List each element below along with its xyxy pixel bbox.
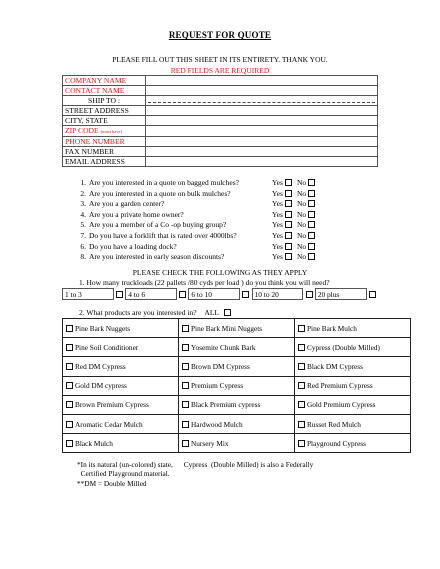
no-label: No — [297, 220, 307, 230]
product-label: Premium Cypress — [191, 381, 244, 391]
question-text: Do you have a loading dock? — [89, 241, 177, 251]
product-cell — [63, 319, 179, 338]
question-text: Do you have a forklift that is rated over 4000lbs? — [89, 230, 237, 240]
form-row — [63, 106, 378, 116]
yes-option — [272, 178, 292, 188]
form-row — [63, 86, 378, 96]
truckload-checkbox[interactable] — [369, 291, 376, 298]
truckload-option-label: 1 to 3 — [63, 289, 114, 300]
truckload-option-label: 20 plus — [315, 289, 366, 300]
product-checkbox[interactable] — [298, 401, 305, 408]
product-cell — [179, 357, 295, 376]
no-checkbox[interactable] — [308, 179, 315, 186]
product-checkbox[interactable] — [298, 421, 305, 428]
yes-checkbox[interactable] — [285, 221, 292, 228]
yes-option — [272, 220, 292, 230]
product-checkbox[interactable] — [182, 344, 189, 351]
all-checkbox[interactable] — [224, 309, 231, 316]
product-checkbox[interactable] — [298, 363, 305, 370]
products-question — [79, 308, 231, 317]
truckloads-question: 1. How many truckloads (22 pallets /80 cyds per load ) do you think you will need? — [79, 278, 330, 287]
question-number: 2. — [80, 188, 86, 198]
field-label-fax: FAX NUMBER — [63, 147, 146, 157]
product-cell — [179, 319, 295, 338]
product-checkbox[interactable] — [298, 440, 305, 447]
table-row — [63, 414, 411, 433]
no-checkbox[interactable] — [308, 211, 315, 218]
product-checkbox[interactable] — [66, 440, 73, 447]
city-state-input[interactable] — [146, 116, 378, 126]
yes-option — [272, 189, 292, 199]
table-row — [63, 395, 411, 414]
product-checkbox[interactable] — [298, 382, 305, 389]
product-checkbox[interactable] — [182, 325, 189, 332]
product-label: Pine Bark Mulch — [307, 323, 357, 333]
product-label: Russet Red Mulch — [307, 419, 361, 429]
section-heading: PLEASE CHECK THE FOLLOWING AS THEY APPLY — [132, 268, 308, 277]
product-cell — [63, 357, 179, 376]
all-label: ALL — [204, 308, 219, 317]
field-label-street: STREET ADDRESS — [63, 106, 146, 116]
product-checkbox[interactable] — [182, 440, 189, 447]
product-checkbox[interactable] — [66, 344, 73, 351]
product-label: Brown DM Cypress — [191, 361, 250, 371]
table-row — [63, 434, 411, 453]
product-cell — [179, 338, 295, 357]
product-label: Gold Premium Cypress — [307, 400, 376, 410]
question-text: Are you interested in a quote on bagged mulches? — [89, 178, 239, 187]
no-label: No — [297, 209, 307, 219]
footnotes — [77, 460, 313, 488]
truckload-checkbox-cell — [366, 289, 378, 300]
contact-form — [62, 75, 378, 167]
yes-option — [272, 252, 292, 262]
form-row — [63, 137, 378, 147]
product-cell — [63, 414, 179, 433]
fax-number-input[interactable] — [146, 147, 378, 157]
truckload-checkbox-cell — [240, 289, 252, 300]
product-label: Gold DM cypress — [75, 381, 127, 391]
no-label: No — [297, 199, 307, 209]
no-label: No — [297, 230, 307, 240]
no-option — [297, 189, 315, 199]
street-address-input[interactable] — [146, 106, 378, 116]
form-row — [63, 116, 378, 126]
product-cell — [63, 434, 179, 453]
field-label-email: EMAIL ADDRESS — [63, 157, 146, 167]
yes-checkbox[interactable] — [285, 232, 292, 239]
product-checkbox[interactable] — [182, 401, 189, 408]
question-number: 3. — [80, 199, 86, 209]
product-label: Black Premium cypress — [191, 400, 261, 410]
form-row — [63, 76, 378, 86]
product-cell — [295, 319, 411, 338]
product-checkbox[interactable] — [182, 421, 189, 428]
no-checkbox[interactable] — [308, 243, 315, 250]
question-number: 6. — [80, 241, 86, 251]
product-cell — [179, 395, 295, 414]
footnote-line: Certified Playground material. — [77, 469, 170, 479]
product-cell — [63, 395, 179, 414]
truckload-checkbox-cell — [113, 289, 125, 300]
yes-label: Yes — [272, 241, 283, 251]
product-label: Playground Cypress — [307, 438, 366, 448]
zip-sub-label: (must have) — [100, 129, 122, 134]
product-label: Black DM Cypress — [307, 361, 363, 371]
footnote-line: *In its natural (un-colored) state, Cypress (Double Milled) is also a Federally — [77, 460, 314, 469]
field-label-ship-to: SHIP TO : — [63, 96, 146, 106]
yes-label: Yes — [272, 230, 283, 240]
yes-checkbox[interactable] — [285, 200, 292, 207]
no-label: No — [297, 241, 307, 251]
no-option — [297, 199, 315, 209]
no-label: No — [297, 188, 307, 198]
question-text: Are you a private home owner? — [89, 209, 184, 219]
product-checkbox[interactable] — [66, 325, 73, 332]
product-label: Nursery Mix — [191, 438, 229, 448]
table-row — [63, 319, 411, 338]
truckload-checkbox[interactable] — [179, 291, 186, 298]
page-title: REQUEST FOR QUOTE — [168, 30, 272, 40]
no-checkbox[interactable] — [308, 190, 315, 197]
no-label: No — [297, 178, 307, 187]
product-cell — [179, 376, 295, 395]
products-question-text: 2. What products are you interested in? — [79, 308, 197, 317]
truckload-checkbox[interactable] — [116, 291, 123, 298]
product-cell — [295, 357, 411, 376]
no-checkbox[interactable] — [308, 221, 315, 228]
yes-option — [272, 199, 292, 209]
product-cell — [63, 338, 179, 357]
product-cell — [295, 395, 411, 414]
truckload-checkbox-cell — [303, 289, 315, 300]
form-row — [63, 126, 378, 137]
phone-number-input[interactable] — [146, 137, 378, 147]
yes-checkbox[interactable] — [285, 243, 292, 250]
question-number: 1. — [80, 178, 86, 187]
question-number: 5. — [80, 220, 86, 230]
yes-label: Yes — [272, 252, 283, 262]
product-checkbox[interactable] — [298, 344, 305, 351]
ship-to-input[interactable] — [146, 96, 378, 106]
product-label: Brown Premium Cypress — [75, 400, 149, 410]
products-table — [62, 318, 411, 453]
product-label: Yosemite Chunk Bark — [191, 342, 256, 352]
footnote-line: **DM = Double Milled — [77, 478, 147, 488]
contact-name-input[interactable] — [146, 86, 378, 96]
table-row — [63, 357, 411, 376]
field-label-city: CITY, STATE — [63, 116, 146, 126]
yes-label: Yes — [272, 220, 283, 230]
product-checkbox[interactable] — [182, 363, 189, 370]
form-row — [63, 96, 378, 106]
question-text: Are you a garden center? — [89, 199, 165, 209]
question-number: 7. — [80, 230, 86, 240]
no-option — [297, 252, 315, 262]
product-label: Pine Bark Nuggets — [75, 323, 131, 333]
product-cell — [295, 376, 411, 395]
yes-option — [272, 231, 292, 241]
no-checkbox[interactable] — [308, 253, 315, 260]
product-checkbox[interactable] — [66, 421, 73, 428]
product-cell — [179, 434, 295, 453]
no-option — [297, 220, 315, 230]
yes-label: Yes — [272, 199, 283, 209]
company-name-input[interactable] — [146, 76, 378, 86]
yes-checkbox[interactable] — [285, 253, 292, 260]
truckloads-options — [62, 288, 378, 300]
product-label: Black Mulch — [75, 438, 113, 448]
truckload-checkbox[interactable] — [306, 291, 313, 298]
no-label: No — [297, 252, 307, 262]
instructions: PLEASE FILL OUT THIS SHEET IN ITS ENTIRETY. THANK YOU. — [112, 55, 328, 64]
question-number: 4. — [80, 209, 86, 219]
product-label: Aromatic Cedar Mulch — [75, 419, 143, 429]
yes-checkbox[interactable] — [285, 190, 292, 197]
product-cell — [295, 414, 411, 433]
truckload-checkbox-cell — [176, 289, 188, 300]
yes-checkbox[interactable] — [285, 211, 292, 218]
product-checkbox[interactable] — [66, 382, 73, 389]
no-option — [297, 178, 315, 188]
field-label-phone: PHONE NUMBER — [63, 137, 146, 147]
product-label: Red DM Cypress — [75, 361, 126, 371]
yes-option — [272, 210, 292, 220]
product-checkbox[interactable] — [66, 363, 73, 370]
no-option — [297, 210, 315, 220]
yes-checkbox[interactable] — [285, 179, 292, 186]
product-cell — [295, 338, 411, 357]
product-cell — [179, 414, 295, 433]
truckload-option-label: 10 to 20 — [252, 289, 303, 300]
dashed-line — [148, 102, 375, 103]
question-text: Are you a member of a Co -op buying group? — [89, 220, 227, 230]
product-label: Hardwood Mulch — [191, 419, 243, 429]
product-checkbox[interactable] — [66, 401, 73, 408]
no-checkbox[interactable] — [308, 232, 315, 239]
field-label-company: COMPANY NAME — [63, 76, 146, 86]
yes-option — [272, 242, 292, 252]
table-row — [63, 338, 411, 357]
form-row — [63, 157, 378, 167]
product-checkbox[interactable] — [298, 325, 305, 332]
no-option — [297, 242, 315, 252]
product-label: Pine Soil Conditioner — [75, 342, 139, 352]
field-label-zip — [63, 126, 146, 137]
truckload-option-label: 4 to 6 — [126, 289, 177, 300]
no-checkbox[interactable] — [308, 200, 315, 207]
zip-label: ZIP CODE — [65, 126, 99, 135]
product-label: Cypress (Double Milled) — [307, 342, 380, 352]
truckload-checkbox[interactable] — [242, 291, 249, 298]
product-label: Red Premium Cypress — [307, 381, 373, 391]
table-row — [63, 376, 411, 395]
email-address-input[interactable] — [146, 157, 378, 167]
product-cell — [63, 376, 179, 395]
yes-label: Yes — [272, 188, 283, 198]
truckload-option-label: 6 to 10 — [189, 289, 240, 300]
product-label: Pine Bark Mini Nuggets — [191, 323, 263, 333]
yes-label: Yes — [272, 178, 283, 187]
question-number: 8. — [80, 252, 86, 262]
question-text: Are you interested in early season discounts? — [89, 252, 225, 262]
question-text: Are you interested in a quote on bulk mulches? — [89, 188, 231, 198]
product-checkbox[interactable] — [182, 382, 189, 389]
no-option — [297, 231, 315, 241]
yes-label: Yes — [272, 209, 283, 219]
zip-code-input[interactable] — [146, 126, 378, 137]
product-cell — [295, 434, 411, 453]
form-row — [63, 147, 378, 157]
required-note: RED FIELDS ARE REQUIRED — [170, 66, 270, 75]
field-label-contact: CONTACT NAME — [63, 86, 146, 96]
